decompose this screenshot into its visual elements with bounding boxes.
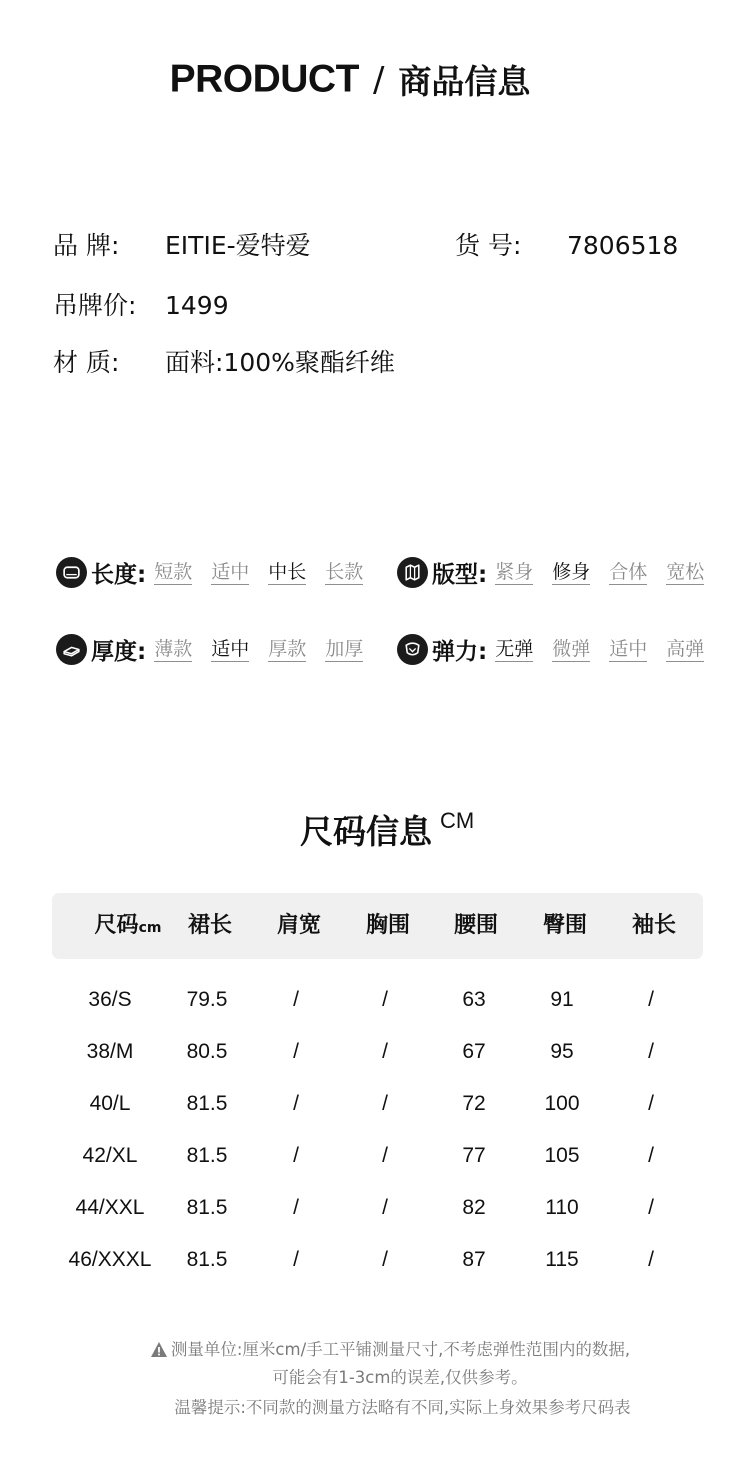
- attr-elasticity-option-selected: 无弹: [495, 637, 534, 660]
- note-line-1: [0, 1336, 750, 1362]
- table-cell: /: [293, 1092, 299, 1115]
- table-header-unit: cm: [138, 920, 162, 936]
- price-label: 吊牌价:: [53, 291, 137, 320]
- table-cell: 81.5: [186, 1196, 228, 1219]
- size-title: 尺码信息: [300, 812, 432, 851]
- attr-thickness: [56, 632, 363, 666]
- attr-length-label: 长度:: [91, 561, 147, 588]
- header-chinese: 商品信息: [398, 62, 531, 101]
- sku-label: 货 号:: [455, 231, 522, 260]
- thickness-icon: [56, 634, 87, 665]
- table-cell-size: 44/XXL: [75, 1196, 145, 1219]
- table-cell-size: 36/S: [88, 988, 132, 1011]
- fit-icon: [397, 557, 428, 588]
- attr-length-option: 长款: [325, 560, 364, 583]
- table-cell: /: [382, 1144, 388, 1167]
- table-header-cell: 肩宽: [276, 913, 321, 938]
- table-cell: /: [382, 1092, 388, 1115]
- table-cell: 91: [550, 988, 574, 1011]
- attr-elasticity-label: 弹力:: [432, 638, 488, 665]
- table-cell: 110: [545, 1196, 579, 1219]
- table-cell: 79.5: [186, 988, 228, 1011]
- header-slash: /: [372, 59, 385, 100]
- table-cell: 72: [462, 1092, 486, 1115]
- price-row: [53, 286, 229, 322]
- material-row: [53, 343, 395, 379]
- table-cell: 81.5: [186, 1248, 228, 1271]
- material-label: 材 质:: [53, 348, 120, 377]
- table-cell-size: 38/M: [86, 1040, 134, 1063]
- table-cell: 82: [462, 1196, 486, 1219]
- attr-elasticity-option: 微弹: [552, 637, 591, 660]
- brand-label: 品 牌:: [53, 231, 120, 260]
- table-header-cell: 裙长: [187, 913, 232, 938]
- attr-fit-option: 宽松: [666, 560, 705, 583]
- attr-thickness-label: 厚度:: [91, 638, 147, 665]
- table-cell: /: [293, 1040, 299, 1063]
- table-cell: 80.5: [186, 1040, 228, 1063]
- note-text-1: 测量单位:厘米cm/手工平铺测量尺寸,不考虑弹性范围内的数据,: [170, 1340, 631, 1359]
- attr-length-option-selected: 中长: [268, 560, 307, 583]
- table-cell: 67: [462, 1040, 486, 1063]
- table-cell: 100: [544, 1092, 580, 1115]
- table-cell: /: [293, 1196, 299, 1219]
- table-cell: /: [648, 988, 654, 1011]
- size-section-title: [300, 806, 474, 853]
- attr-elasticity-option: 高弹: [666, 637, 705, 660]
- attr-fit-option: 紧身: [495, 560, 534, 583]
- brand-value: EITIE-爱特爱: [165, 231, 311, 260]
- elasticity-icon: [397, 634, 428, 665]
- warning-icon: [150, 1341, 168, 1362]
- table-cell: 115: [545, 1248, 579, 1271]
- table-cell: /: [648, 1144, 654, 1167]
- note-line-2: 可能会有1-3cm的误差,仅供参考。: [272, 1368, 528, 1387]
- table-cell: /: [293, 1248, 299, 1271]
- table-cell-size: 40/L: [89, 1092, 131, 1115]
- table-cell: 63: [462, 988, 486, 1011]
- attr-length-option: 短款: [154, 560, 193, 583]
- table-header-cell: 胸围: [365, 913, 410, 938]
- attr-fit-option: 合体: [609, 560, 648, 583]
- table-cell: /: [382, 1040, 388, 1063]
- table-cell-size: 42/XL: [82, 1144, 138, 1167]
- attr-fit: [397, 555, 704, 589]
- page-header: [0, 56, 700, 103]
- table-cell: 87: [462, 1248, 486, 1271]
- attr-elasticity: [397, 632, 704, 666]
- price-value: 1499: [165, 291, 229, 320]
- table-cell: /: [648, 1248, 654, 1271]
- table-cell: 81.5: [186, 1144, 228, 1167]
- material-value: 面料:100%聚酯纤维: [165, 348, 395, 377]
- attr-thickness-option: 薄款: [154, 637, 193, 660]
- table-cell: /: [648, 1040, 654, 1063]
- length-icon: [56, 557, 87, 588]
- table-cell: /: [382, 1248, 388, 1271]
- table-cell-size: 46/XXXL: [68, 1248, 152, 1271]
- table-cell: 77: [462, 1144, 486, 1167]
- attr-elasticity-option: 适中: [609, 637, 648, 660]
- brand-row: [53, 226, 311, 262]
- table-cell: 95: [550, 1040, 574, 1063]
- attr-thickness-option: 厚款: [268, 637, 307, 660]
- attr-fit-option-selected: 修身: [552, 560, 591, 583]
- sku-value: 7806518: [567, 231, 679, 260]
- table-header-cell: 腰围: [453, 913, 498, 938]
- table-cell: /: [382, 988, 388, 1011]
- attr-thickness-option-selected: 适中: [211, 637, 250, 660]
- attr-thickness-option: 加厚: [325, 637, 364, 660]
- table-cell: 81.5: [186, 1092, 228, 1115]
- table-header-cell: 袖长: [631, 913, 676, 938]
- table-cell: 105: [544, 1144, 580, 1167]
- attr-fit-label: 版型:: [432, 561, 488, 588]
- table-cell: /: [648, 1092, 654, 1115]
- table-header-cell: 尺码cm: [94, 913, 162, 938]
- table-cell: /: [648, 1196, 654, 1219]
- attr-length: [56, 555, 363, 589]
- table-header-cell: 臀围: [542, 913, 587, 938]
- attr-length-option: 适中: [211, 560, 250, 583]
- note-line-3: 温馨提示:不同款的测量方法略有不同,实际上身效果参考尺码表: [174, 1398, 631, 1417]
- table-cell: /: [293, 988, 299, 1011]
- table-cell: /: [382, 1196, 388, 1219]
- header-english: PRODUCT: [169, 57, 359, 101]
- size-unit: CM: [440, 808, 475, 833]
- size-table-header: [52, 893, 703, 959]
- sku-row: [455, 226, 678, 262]
- table-cell: /: [293, 1144, 299, 1167]
